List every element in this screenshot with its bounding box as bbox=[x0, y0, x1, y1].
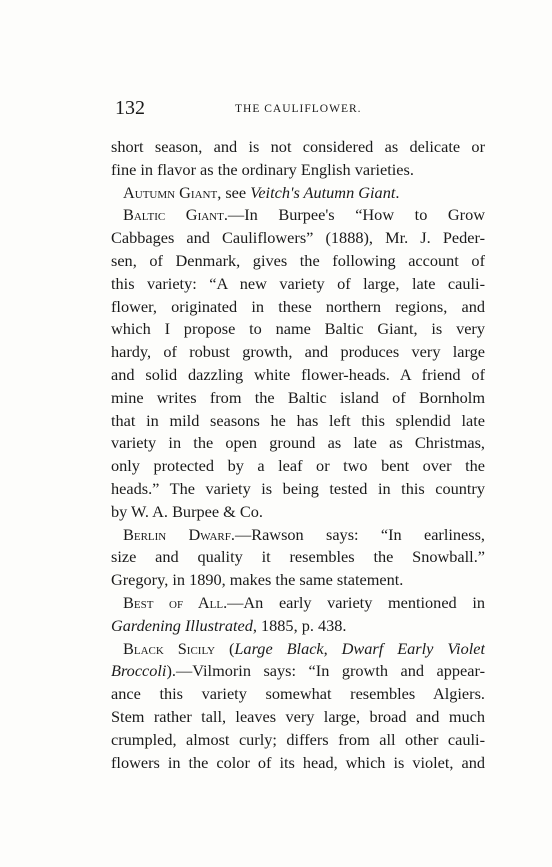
entry-heading-line bbox=[111, 592, 485, 615]
text-run: ).—Vilmorin says: “In growth and appear- bbox=[166, 661, 485, 681]
variety-name: Berlin Dwarf bbox=[123, 524, 231, 544]
variety-name: Best of All bbox=[123, 592, 224, 612]
text-line bbox=[111, 729, 485, 752]
text-line bbox=[111, 136, 485, 159]
text-line bbox=[111, 546, 485, 569]
text-run: .—An early variety mentioned in bbox=[223, 592, 485, 612]
text-run: and solid dazzling white flower-heads. A friend of bbox=[111, 364, 485, 384]
body-text bbox=[111, 136, 485, 774]
variety-name: Autumn Giant bbox=[123, 182, 218, 202]
text-run: mine writes from the Baltic island of Bornholm bbox=[111, 387, 485, 407]
italic-run: Veitch's Autumn Giant bbox=[250, 182, 396, 202]
text-run: Cabbages and Cauliflowers” (1888), Mr. J. Peder- bbox=[111, 228, 485, 248]
text-line bbox=[111, 455, 485, 478]
text-run: which I propose to name Baltic Giant, is very bbox=[111, 319, 485, 339]
text-run: ance this variety somewhat resembles Algiers. bbox=[111, 684, 485, 704]
text-run: Stem rather tall, leaves very large, broad and much bbox=[111, 706, 485, 726]
text-line bbox=[111, 364, 485, 387]
italic-run: Broccoli bbox=[111, 661, 167, 681]
text-run: this variety: “A new variety of large, late cauli- bbox=[111, 273, 485, 293]
italic-run: Large Black, Dwarf Early Violet bbox=[234, 638, 485, 658]
text-run: heads.” The variety is being tested in this country bbox=[111, 478, 485, 498]
text-line bbox=[111, 432, 485, 455]
text-run: .—Rawson says: “In earliness, bbox=[230, 524, 485, 544]
italic-run: Gardening Illustrated bbox=[111, 615, 253, 635]
text-run: , 1885, p. 438. bbox=[252, 615, 347, 635]
text-line bbox=[111, 387, 485, 410]
text-line bbox=[111, 683, 485, 706]
text-run: ( bbox=[215, 638, 235, 658]
entry-heading-line bbox=[111, 204, 485, 227]
text-run: size and quality it resembles the Snowball.” bbox=[111, 547, 485, 567]
text-line bbox=[111, 660, 485, 683]
text-line bbox=[111, 250, 485, 273]
entry-heading-line bbox=[111, 524, 485, 547]
text-line bbox=[111, 273, 485, 296]
text-run: . bbox=[395, 182, 400, 202]
variety-name: Black Sicily bbox=[123, 638, 216, 658]
text-line bbox=[111, 752, 485, 775]
text-run: flowers in the color of its head, which is violet, and bbox=[111, 752, 485, 772]
text-run: crumpled, almost curly; differs from all other cauli- bbox=[111, 729, 485, 749]
entry-heading-line bbox=[111, 638, 485, 661]
text-run: only protected by a leaf or two bent over the bbox=[111, 456, 485, 476]
text-line bbox=[111, 227, 485, 250]
text-line bbox=[111, 296, 485, 319]
text-line bbox=[111, 478, 485, 501]
text-run: short season, and is not considered as delicate or bbox=[111, 137, 485, 156]
text-run: sen, of Denmark, gives the following account of bbox=[111, 250, 485, 270]
text-run: flower, originated in these northern regions, and bbox=[111, 296, 485, 316]
text-run: Gregory, in 1890, makes the same statement. bbox=[111, 570, 404, 590]
entry-heading-line bbox=[111, 182, 485, 205]
text-run: hardy, of robust growth, and produces very large bbox=[111, 342, 485, 362]
text-run: fine in flavor as the ordinary English varieties. bbox=[111, 159, 414, 179]
text-run: variety in the open ground as late as Christmas, bbox=[111, 433, 485, 453]
text-line bbox=[111, 706, 485, 729]
text-run: by W. A. Burpee & Co. bbox=[111, 501, 263, 521]
running-head: THE CAULIFLOWER. bbox=[235, 103, 362, 115]
text-line bbox=[111, 501, 485, 524]
text-line bbox=[111, 569, 485, 592]
text-line bbox=[111, 159, 485, 182]
text-line bbox=[111, 410, 485, 433]
text-line bbox=[111, 318, 485, 341]
variety-name: Baltic Giant bbox=[123, 205, 224, 225]
text-line bbox=[111, 615, 485, 638]
text-run: that in mild seasons he has left this splendid late bbox=[111, 410, 485, 430]
page-header bbox=[115, 97, 486, 121]
text-run: .—In Burpee's “How to Grow bbox=[223, 205, 485, 225]
text-line bbox=[111, 341, 485, 364]
text-run: , see bbox=[217, 182, 251, 202]
page-number: 132 bbox=[115, 97, 145, 119]
